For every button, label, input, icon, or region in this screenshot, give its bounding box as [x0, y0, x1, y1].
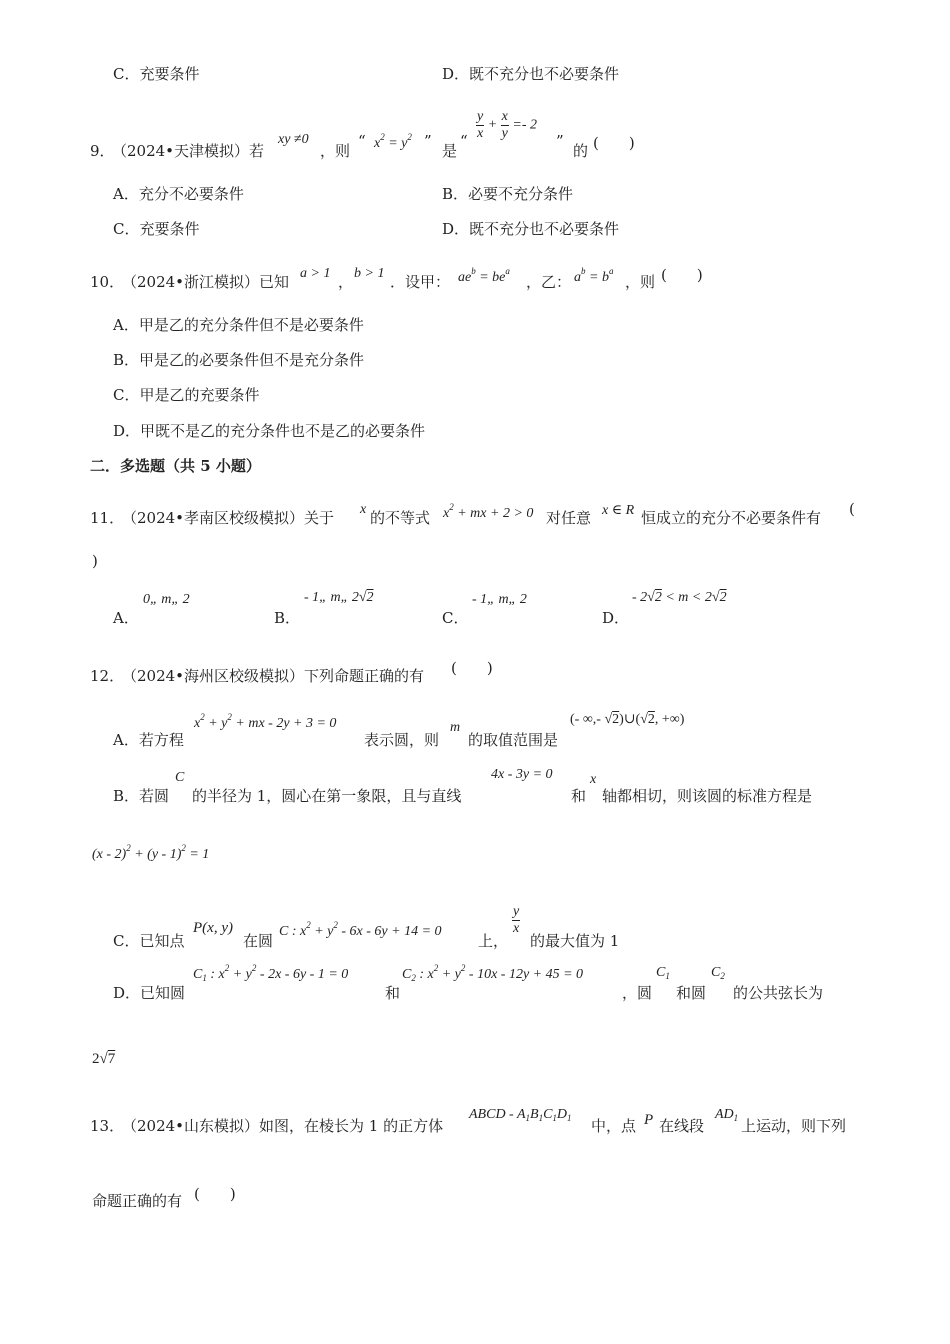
q13-text1: 中，点: [591, 1117, 637, 1135]
q13-source: （2024•山东模拟）如图，在棱长为 1 的正方体: [122, 1117, 444, 1135]
q10-option-a: A．甲是乙的充分条件但不是必要条件: [113, 316, 364, 334]
q11-option-b-label: B．: [274, 609, 301, 627]
q9-frac1-num: y: [477, 109, 484, 124]
q12-b-eq: (x - 2)$^2$ + (y - 1)$^2$ = 1: [92, 843, 210, 862]
q12-b-label: B．若圆: [113, 787, 170, 805]
q13-paren: ( ): [194, 1185, 236, 1203]
q11-option-a-label: A．: [113, 609, 139, 627]
q9-is: 是: [442, 142, 458, 160]
q9-then: ，则: [320, 142, 351, 160]
q12-b-line: 4x - 3y = 0: [491, 767, 553, 782]
q12-d-text2: 的公共弦长为: [733, 984, 824, 1002]
q9-option-d: D．既不充分也不必要条件: [442, 220, 620, 238]
q12-c-frac-num: y: [513, 904, 520, 919]
q9-paren: ( ): [593, 134, 635, 152]
q8-option-c: C．充要条件: [113, 65, 200, 83]
q13-line2: 命题正确的有: [92, 1192, 183, 1210]
q11-option-c: - 1„ m„ 2: [472, 592, 527, 607]
q11-option-a: 0„ m„ 2: [143, 592, 190, 607]
q12-c-label: C．已知点: [113, 932, 185, 950]
q12-d-answer: 2√7: [92, 1051, 116, 1067]
q11-paren-open: (: [849, 500, 855, 518]
q12-b-var: C: [175, 770, 185, 785]
q9-statement2: $\frac{y}{x}$ + $\frac{x}{y}$ =- 2: [477, 109, 537, 141]
q11-option-d: - 2√2 < m < 2√2: [632, 590, 727, 605]
q11-source: （2024•孝南区校级模拟）关于: [122, 509, 335, 527]
q11-text3: 恒成立的充分不必要条件有: [641, 509, 822, 527]
q12-d-c1: $C_1$ : $x^2 + y^2 - 2x - 6y - 1 = 0$: [193, 963, 349, 983]
q11-text2: 对任意: [546, 509, 592, 527]
q12-c-text2: 上，: [478, 932, 509, 950]
q12-d-and2: 和圆: [676, 984, 707, 1002]
q10-yi: $a^b = b^a$: [574, 266, 614, 285]
section-title-multiple-choice: 二．多选题（共 5 小题）: [90, 457, 261, 475]
q10-yi-label: ，乙：: [526, 273, 572, 291]
q12-c-text3: 的最大值为 1: [530, 932, 620, 950]
q11-var: x: [360, 502, 367, 517]
q9-quote-close-2: ”: [556, 132, 564, 150]
q13-cube: ABCD - $A_1B_1C_1D_1$: [469, 1107, 572, 1123]
q13-text2: 在线段: [659, 1117, 705, 1135]
q12-d-c1-name: $C_1$: [656, 965, 670, 981]
q12-b-text2: 轴都相切，则该圆的标准方程是: [602, 787, 813, 805]
q9-statement2-rhs: =- 2: [512, 117, 537, 133]
q13-segment: $AD_1$: [715, 1107, 739, 1123]
q9-frac2-den: y: [501, 126, 508, 141]
q12-a-text2: 的取值范围是: [468, 731, 559, 749]
q10-source: （2024•浙江模拟）已知: [122, 273, 290, 291]
q12-source: （2024•海州区校级模拟）下列命题正确的有: [122, 667, 425, 685]
q9-frac1-den: x: [477, 126, 484, 141]
q11-option-b: - 1„ m„ 2√2: [304, 590, 374, 605]
q11-option-c-label: C．: [442, 609, 469, 627]
q9-source: （2024•天津模拟）若: [112, 142, 265, 160]
q9-condition: xy ≠0: [278, 132, 309, 147]
q10-set: ．设甲：: [390, 273, 451, 291]
q10-cond2: b > 1: [354, 266, 385, 281]
q12-d-text: ，圆: [622, 984, 653, 1002]
q11-ineq: $x^2$ + mx + 2 > 0: [443, 502, 534, 521]
q12-d-label: D．已知圆: [113, 984, 186, 1002]
q13-number: 13．: [90, 1117, 125, 1135]
q11-option-d-label: D．: [602, 609, 630, 627]
q9-quote-close: ”: [424, 132, 432, 150]
q9-option-c: C．充要条件: [113, 220, 200, 238]
q12-b-text: 的半径为 1，圆心在第一象限，且与直线: [192, 787, 462, 805]
q13-text3: 上运动，则下列: [741, 1117, 847, 1135]
q12-a-label: A．若方程: [113, 731, 184, 749]
q12-number: 12．: [90, 667, 125, 685]
q12-a-text: 表示圆，则: [364, 731, 440, 749]
q9-option-a: A．充分不必要条件: [113, 185, 244, 203]
q9-tail: 的: [573, 142, 589, 160]
q10-option-b: B．甲是乙的必要条件但不是充分条件: [113, 351, 365, 369]
q10-option-c: C．甲是乙的充要条件: [113, 386, 260, 404]
q12-c-text: 在圆: [243, 932, 274, 950]
q10-jia: $ae^b = be^a$: [458, 266, 510, 285]
q10-number: 10．: [90, 273, 125, 291]
q12-c-circle: C : $x^2 + y^2 - 6x - 6y + 14 = 0$: [279, 920, 442, 939]
q12-d-c2: $C_2$ : $x^2 + y^2 - 10x - 12y + 45 = 0$: [402, 963, 584, 983]
q12-c-frac: [512, 905, 520, 936]
q11-domain: x ∈ R: [602, 503, 635, 518]
q9-quote-open: “: [358, 132, 366, 150]
q10-cond1: a > 1: [300, 266, 331, 281]
q11-number: 11．: [90, 509, 125, 527]
q12-paren: ( ): [451, 659, 493, 677]
q11-text1: 的不等式: [370, 509, 431, 527]
q9-statement1: $x^2 = y^2$: [374, 132, 412, 151]
q12-c-point: P(x, y): [193, 920, 233, 936]
q12-a-range: (- ∞,- √2)∪(√2, +∞): [570, 712, 685, 727]
q10-option-d: D．甲既不是乙的充分条件也不是乙的必要条件: [113, 422, 426, 440]
q11-paren-close: ): [92, 552, 98, 570]
q12-c-frac-den: x: [513, 921, 520, 936]
q10-comma: ，: [338, 273, 354, 291]
q10-then: ，则: [625, 273, 656, 291]
q9-number: 9．: [90, 142, 115, 160]
q12-b-axis: x: [590, 772, 597, 787]
q8-option-d: D．既不充分也不必要条件: [442, 65, 620, 83]
q12-a-eq: $x^2 + y^2$ + mx - 2y + 3 = 0: [194, 712, 337, 731]
q12-b-and: 和: [571, 787, 587, 805]
q13-point: P: [644, 1112, 654, 1128]
q9-frac2-num: x: [501, 109, 508, 124]
q10-paren: ( ): [661, 266, 703, 284]
q9-option-b: B．必要不充分条件: [442, 185, 574, 203]
q12-a-var: m: [450, 720, 461, 735]
q9-quote-open-2: “: [460, 132, 468, 150]
q12-d-c2-name: $C_2$: [711, 965, 725, 981]
q12-d-and: 和: [385, 984, 401, 1002]
